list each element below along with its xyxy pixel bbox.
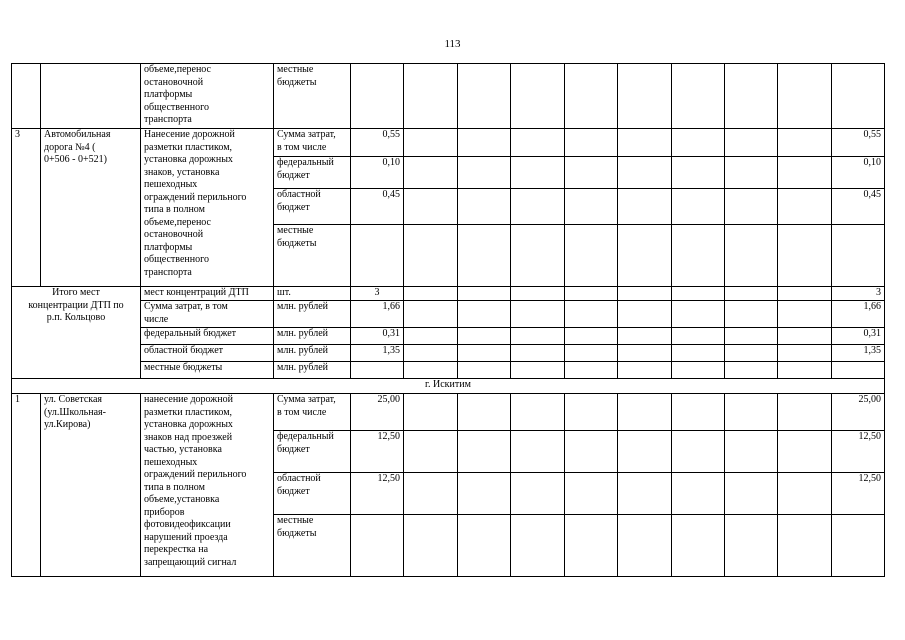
empty-cell xyxy=(672,431,725,473)
measure-cell: объеме,перенос остановочной платформы общественного транспорта xyxy=(141,64,274,129)
empty-cell xyxy=(511,64,565,129)
total-cell: 3 xyxy=(832,287,885,301)
empty-cell xyxy=(778,431,832,473)
empty-cell xyxy=(511,157,565,189)
empty-cell xyxy=(404,362,458,379)
empty-cell xyxy=(672,301,725,328)
itogo-item: Сумма затрат, в том числе xyxy=(141,301,274,328)
empty-cell xyxy=(404,515,458,577)
empty-cell xyxy=(672,225,725,287)
empty-cell xyxy=(458,362,511,379)
source-cell: областной бюджет xyxy=(274,189,351,225)
empty-cell xyxy=(458,515,511,577)
empty-cell xyxy=(404,157,458,189)
empty-cell xyxy=(618,301,672,328)
empty-cell xyxy=(511,431,565,473)
source-cell: местные бюджеты xyxy=(274,225,351,287)
empty-cell xyxy=(565,394,618,431)
value-cell: 1,66 xyxy=(351,301,404,328)
source-cell: Сумма затрат, в том числе xyxy=(274,394,351,431)
empty-cell xyxy=(458,64,511,129)
itogo-item: федеральный бюджет xyxy=(141,328,274,345)
table-row xyxy=(12,64,885,129)
value-cell xyxy=(351,515,404,577)
empty-cell xyxy=(618,394,672,431)
value-cell: 0,10 xyxy=(351,157,404,189)
total-cell: 1,66 xyxy=(832,301,885,328)
empty-cell xyxy=(618,515,672,577)
empty-cell xyxy=(672,515,725,577)
cell-object xyxy=(41,64,141,129)
value-cell: 0,45 xyxy=(351,189,404,225)
budget-table xyxy=(11,63,885,577)
empty-cell xyxy=(618,328,672,345)
empty-cell xyxy=(565,129,618,157)
empty-cell xyxy=(511,301,565,328)
empty-cell xyxy=(618,129,672,157)
source-cell: федеральный бюджет xyxy=(274,431,351,473)
empty-cell xyxy=(565,287,618,301)
empty-cell xyxy=(778,287,832,301)
value-cell: 0,31 xyxy=(351,328,404,345)
total-cell: 0,45 xyxy=(832,189,885,225)
empty-cell xyxy=(404,345,458,362)
total-cell: 12,50 xyxy=(832,473,885,515)
empty-cell xyxy=(725,394,778,431)
empty-cell xyxy=(725,64,778,129)
empty-cell xyxy=(778,157,832,189)
empty-cell xyxy=(511,328,565,345)
measure-cell: Нанесение дорожной разметки пластиком, установка дорожных знаков, установка пешеходных ограждений перильного типа в полном объеме,перенос остановочной платформы общественного транспорта xyxy=(141,129,274,287)
table-row xyxy=(12,394,885,431)
empty-cell xyxy=(565,473,618,515)
empty-cell xyxy=(725,431,778,473)
measure-cell: нанесение дорожной разметки пластиком, установка дорожных знаков над проезжей частью, установка пешеходных ограждений перильного типа в полном объеме,установка приборов фотовидеофиксации нарушений проезда перекрестка на запрещающий сигнал xyxy=(141,394,274,577)
table-row xyxy=(12,345,885,362)
empty-cell xyxy=(511,394,565,431)
empty-cell xyxy=(565,328,618,345)
empty-cell xyxy=(778,394,832,431)
empty-cell xyxy=(672,394,725,431)
empty-cell xyxy=(778,515,832,577)
empty-cell xyxy=(404,328,458,345)
empty-cell xyxy=(458,328,511,345)
empty-cell xyxy=(458,394,511,431)
empty-cell xyxy=(565,225,618,287)
empty-cell xyxy=(511,362,565,379)
table-row xyxy=(12,287,885,301)
source-cell: местные бюджеты xyxy=(274,64,351,129)
empty-cell xyxy=(672,345,725,362)
empty-cell xyxy=(672,287,725,301)
empty-cell xyxy=(778,189,832,225)
empty-cell xyxy=(458,431,511,473)
empty-cell xyxy=(618,431,672,473)
value-cell xyxy=(351,225,404,287)
unit-cell: млн. рублей xyxy=(274,301,351,328)
empty-cell xyxy=(565,157,618,189)
total-cell: 25,00 xyxy=(832,394,885,431)
empty-cell xyxy=(672,473,725,515)
empty-cell xyxy=(725,189,778,225)
empty-cell xyxy=(618,473,672,515)
empty-cell xyxy=(725,157,778,189)
empty-cell xyxy=(404,394,458,431)
source-cell: областной бюджет xyxy=(274,473,351,515)
empty-cell xyxy=(725,362,778,379)
total-cell xyxy=(832,225,885,287)
empty-cell xyxy=(725,473,778,515)
empty-cell xyxy=(511,287,565,301)
empty-cell xyxy=(778,362,832,379)
empty-cell xyxy=(618,189,672,225)
empty-cell xyxy=(404,129,458,157)
empty-cell xyxy=(725,345,778,362)
table-row xyxy=(12,328,885,345)
empty-cell xyxy=(778,129,832,157)
empty-cell xyxy=(672,189,725,225)
empty-cell xyxy=(725,515,778,577)
unit-cell: шт. xyxy=(274,287,351,301)
itogo-item: местные бюджеты xyxy=(141,362,274,379)
itogo-item: областной бюджет xyxy=(141,345,274,362)
empty-cell xyxy=(618,157,672,189)
empty-cell xyxy=(565,301,618,328)
value-cell: 3 xyxy=(351,287,404,301)
empty-cell xyxy=(458,157,511,189)
empty-cell xyxy=(618,64,672,129)
empty-cell xyxy=(458,473,511,515)
empty-cell xyxy=(725,225,778,287)
empty-cell xyxy=(404,287,458,301)
source-cell: местные бюджеты xyxy=(274,515,351,577)
empty-cell xyxy=(458,345,511,362)
object-name: Автомобильная дорога №4 ( 0+506 - 0+521) xyxy=(41,129,141,287)
empty-cell xyxy=(725,287,778,301)
unit-cell: млн. рублей xyxy=(274,345,351,362)
table-row xyxy=(12,362,885,379)
source-cell: Сумма затрат, в том числе xyxy=(274,129,351,157)
table-row xyxy=(12,129,885,157)
empty-cell xyxy=(511,345,565,362)
empty-cell xyxy=(618,225,672,287)
object-name: ул. Советская (ул.Школьная- ул.Кирова) xyxy=(41,394,141,577)
empty-cell xyxy=(618,345,672,362)
empty-cell xyxy=(404,64,458,129)
empty-cell xyxy=(511,129,565,157)
empty-cell xyxy=(511,473,565,515)
empty-cell xyxy=(832,64,885,129)
empty-cell xyxy=(778,64,832,129)
empty-cell xyxy=(404,301,458,328)
empty-cell xyxy=(404,431,458,473)
empty-cell xyxy=(351,64,404,129)
empty-cell xyxy=(458,225,511,287)
empty-cell xyxy=(725,328,778,345)
total-cell: 1,35 xyxy=(832,345,885,362)
empty-cell xyxy=(565,515,618,577)
row-number: 1 xyxy=(12,394,41,577)
empty-cell xyxy=(404,473,458,515)
value-cell: 25,00 xyxy=(351,394,404,431)
empty-cell xyxy=(511,225,565,287)
value-cell: 12,50 xyxy=(351,431,404,473)
value-cell xyxy=(351,362,404,379)
empty-cell xyxy=(778,301,832,328)
total-cell: 0,55 xyxy=(832,129,885,157)
empty-cell xyxy=(618,287,672,301)
empty-cell xyxy=(511,189,565,225)
empty-cell xyxy=(778,345,832,362)
empty-cell xyxy=(404,189,458,225)
empty-cell xyxy=(778,473,832,515)
empty-cell xyxy=(672,129,725,157)
empty-cell xyxy=(725,301,778,328)
unit-cell: млн. рублей xyxy=(274,328,351,345)
empty-cell xyxy=(725,129,778,157)
value-cell: 0,55 xyxy=(351,129,404,157)
table-row xyxy=(12,301,885,328)
empty-cell xyxy=(565,431,618,473)
empty-cell xyxy=(672,328,725,345)
total-cell: 12,50 xyxy=(832,431,885,473)
value-cell: 12,50 xyxy=(351,473,404,515)
section-row xyxy=(12,379,885,394)
empty-cell xyxy=(618,362,672,379)
empty-cell xyxy=(458,301,511,328)
empty-cell xyxy=(458,287,511,301)
empty-cell xyxy=(778,328,832,345)
empty-cell xyxy=(672,64,725,129)
empty-cell xyxy=(458,189,511,225)
empty-cell xyxy=(565,362,618,379)
empty-cell xyxy=(565,64,618,129)
itogo-item: мест концентраций ДТП xyxy=(141,287,274,301)
itogo-label: Итого мест концентрации ДТП по р.п. Кольцово xyxy=(12,287,141,379)
row-number: 3 xyxy=(12,129,41,287)
unit-cell: млн. рублей xyxy=(274,362,351,379)
value-cell: 1,35 xyxy=(351,345,404,362)
total-cell: 0,31 xyxy=(832,328,885,345)
empty-cell xyxy=(565,189,618,225)
empty-cell xyxy=(511,515,565,577)
empty-cell xyxy=(672,157,725,189)
page-number: 113 xyxy=(444,38,461,50)
total-cell: 0,10 xyxy=(832,157,885,189)
empty-cell xyxy=(404,225,458,287)
section-title: г. Искитим xyxy=(12,379,885,394)
empty-cell xyxy=(565,345,618,362)
total-cell xyxy=(832,362,885,379)
empty-cell xyxy=(458,129,511,157)
total-cell xyxy=(832,515,885,577)
cell-num xyxy=(12,64,41,129)
empty-cell xyxy=(778,225,832,287)
empty-cell xyxy=(672,362,725,379)
source-cell: федеральный бюджет xyxy=(274,157,351,189)
